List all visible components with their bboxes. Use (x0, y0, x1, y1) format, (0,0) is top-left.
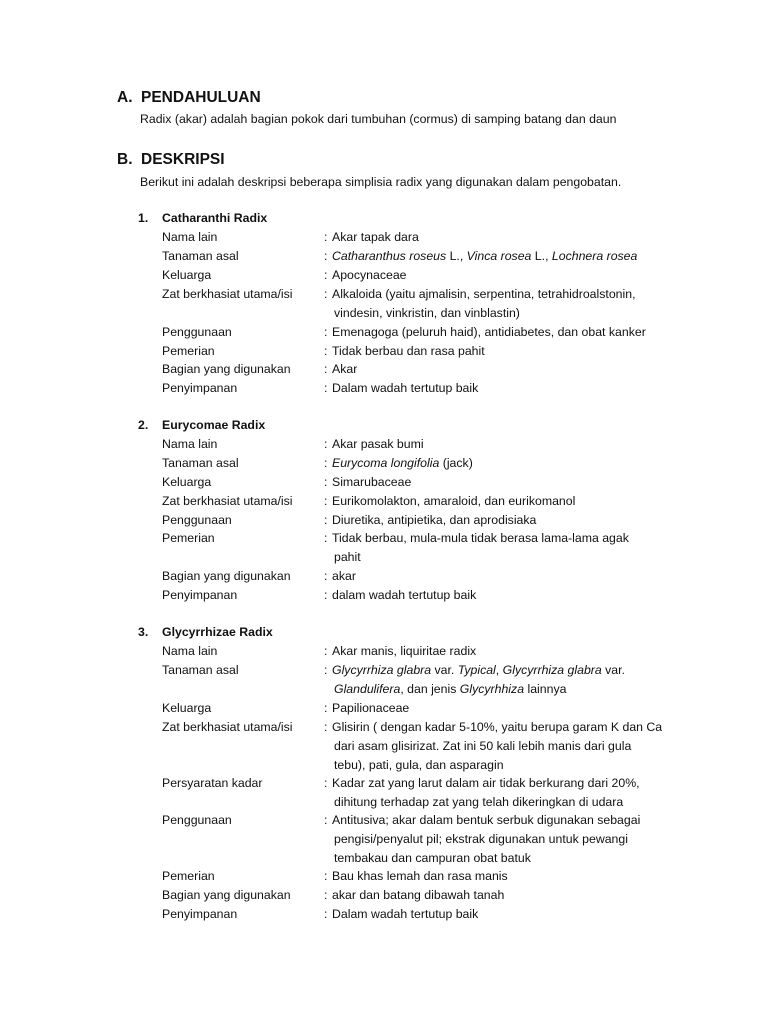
value-text: , (495, 663, 503, 677)
field-label: Penggunaan (162, 513, 232, 527)
value-text: dalam wadah tertutup baik (332, 588, 477, 602)
value-text: Tidak berbau dan rasa pahit (332, 344, 485, 358)
field-value-line (324, 811, 694, 830)
field-label: Nama lain (162, 644, 218, 658)
field-label: Penyimpanan (162, 381, 238, 395)
value-text: Bau khas lemah dan rasa manis (332, 869, 508, 883)
value-text: lainnya (524, 681, 567, 696)
item-number: 1. (138, 211, 149, 225)
field-value-line (324, 379, 694, 398)
field-value-line (324, 266, 694, 285)
scientific-name: Vinca rosea (466, 249, 532, 263)
scientific-name: Typical (457, 663, 496, 677)
field-label: Pemerian (162, 344, 215, 358)
field-value (324, 323, 694, 342)
item-name: Catharanthi Radix (162, 211, 268, 225)
field-label: Keluarga (162, 701, 212, 715)
field-value-line (324, 756, 694, 775)
value-text: tebu), pati, gula, dan asparagin (334, 757, 504, 772)
field-colon: : (324, 287, 328, 301)
item-title-eurycomae (138, 417, 265, 433)
value-text: tembakau dan campuran obat batuk (334, 850, 531, 865)
field-label: Keluarga (162, 268, 212, 282)
value-text: dihitung terhadap zat yang telah dikeringkan di udara (334, 794, 624, 809)
value-text: Antitusiva; akar dalam bentuk serbuk digunakan sebagai (332, 813, 641, 827)
field-value (324, 511, 694, 530)
field-colon: : (324, 907, 328, 921)
value-text: pahit (334, 549, 361, 564)
section-title: DESKRIPSI (141, 151, 225, 168)
field-value-line (324, 473, 694, 492)
field-value-line (324, 699, 694, 718)
field-value (324, 228, 694, 247)
scientific-name: Glycyrrhiza glabra (502, 663, 602, 677)
section-title: PENDAHULUAN (141, 89, 261, 106)
field-value-line (324, 886, 694, 905)
value-text: Kadar zat yang larut dalam air tidak berkurang dari 20%, (332, 776, 640, 790)
field-value (324, 473, 694, 492)
value-text: var. (601, 663, 625, 677)
field-value-line (324, 867, 694, 886)
value-text: vindesin, vinkristin, dan vinblastin) (334, 305, 520, 320)
field-colon: : (324, 381, 328, 395)
field-label: Bagian yang digunakan (162, 569, 291, 583)
field-value-line (324, 360, 694, 379)
item-name: Glycyrrhizae Radix (162, 625, 273, 639)
value-text: Diuretika, antipietika, dan aprodisiaka (332, 513, 537, 527)
field-value-line (324, 454, 694, 473)
field-colon: : (324, 362, 328, 376)
field-value (324, 529, 694, 567)
field-value-line (324, 228, 694, 247)
section-letter: B. (117, 151, 133, 168)
field-label: Nama lain (162, 437, 218, 451)
value-text: L., (531, 249, 552, 263)
value-text: Akar (332, 362, 358, 376)
field-value (324, 285, 694, 323)
field-label: Pemerian (162, 869, 215, 883)
value-text: Dalam wadah tertutup baik (332, 381, 479, 395)
field-value (324, 567, 694, 586)
field-value (324, 492, 694, 511)
value-text: Eurikomolakton, amaraloid, dan eurikomanol (332, 494, 576, 508)
field-colon: : (324, 644, 328, 658)
field-value (324, 435, 694, 454)
value-text: Alkaloida (yaitu ajmalisin, serpentina, tetrahidroalstonin, (332, 287, 636, 301)
field-colon: : (324, 456, 328, 470)
field-value (324, 718, 694, 774)
field-colon: : (324, 437, 328, 451)
value-text: Akar pasak bumi (332, 437, 424, 451)
field-value-line (324, 529, 694, 548)
value-text: Glisirin ( dengan kadar 5-10%, yaitu berupa garam K dan Ca (332, 720, 663, 734)
field-label: Nama lain (162, 230, 218, 244)
field-value (324, 642, 694, 661)
item-number: 2. (138, 418, 149, 432)
field-value-line (324, 548, 694, 567)
item-title-catharanthi (138, 210, 267, 226)
field-value (324, 905, 694, 924)
field-colon: : (324, 475, 328, 489)
field-value-line (324, 849, 694, 868)
field-colon: : (324, 344, 328, 358)
field-colon: : (324, 230, 328, 244)
field-colon: : (324, 663, 328, 677)
field-label: Zat berkhasiat utama/isi (162, 287, 293, 301)
scientific-name: Lochnera rosea (551, 249, 638, 263)
field-colon: : (324, 325, 328, 339)
value-text: Emenagoga (peluruh haid), antidiabetes, dan obat kanker (332, 325, 646, 339)
field-value-line (324, 492, 694, 511)
section-paragraph: Berikut ini adalah deskripsi beberapa simplisia radix yang digunakan dalam pengobatan. (140, 175, 622, 189)
scientific-name: Glycyrhhiza (459, 681, 525, 696)
section-heading-deskripsi (117, 151, 225, 169)
field-value (324, 454, 694, 473)
field-label: Bagian yang digunakan (162, 362, 291, 376)
field-value-line (324, 285, 694, 304)
field-colon: : (324, 494, 328, 508)
field-label: Penyimpanan (162, 907, 238, 921)
field-value-line (324, 774, 694, 793)
item-number: 3. (138, 625, 149, 639)
value-text: akar dan batang dibawah tanah (332, 888, 505, 902)
section-heading-pendahuluan (117, 89, 261, 107)
field-value-line (324, 718, 694, 737)
field-label: Penyimpanan (162, 588, 238, 602)
field-value (324, 360, 694, 379)
field-label: Tanaman asal (162, 456, 239, 470)
value-text: Apocynaceae (332, 268, 407, 282)
scientific-name: Glycyrrhiza glabra (332, 663, 432, 677)
field-colon: : (324, 813, 328, 827)
field-label: Keluarga (162, 475, 212, 489)
value-text: var. (431, 663, 458, 677)
field-colon: : (324, 701, 328, 715)
field-colon: : (324, 888, 328, 902)
item-name: Eurycomae Radix (162, 418, 266, 432)
field-value (324, 342, 694, 361)
field-value (324, 886, 694, 905)
scientific-name: Eurycoma longifolia (332, 456, 440, 470)
field-value-line (324, 435, 694, 454)
field-colon: : (324, 588, 328, 602)
value-text: Akar manis, liquiritae radix (332, 644, 477, 658)
field-label: Bagian yang digunakan (162, 888, 291, 902)
value-text: (jack) (439, 456, 473, 470)
section-letter: A. (117, 89, 133, 106)
field-value-line (324, 247, 694, 266)
field-value-line (324, 511, 694, 530)
field-label: Penggunaan (162, 813, 232, 827)
field-label: Persyaratan kadar (162, 776, 263, 790)
field-colon: : (324, 249, 328, 263)
value-text: Papilionaceae (332, 701, 410, 715)
field-value (324, 266, 694, 285)
field-label: Zat berkhasiat utama/isi (162, 720, 293, 734)
field-value (324, 774, 694, 812)
field-label: Pemerian (162, 531, 215, 545)
value-text: pengisi/penyalut pil; ekstrak digunakan untuk pewangi (334, 831, 628, 846)
field-value-line (324, 586, 694, 605)
field-label: Tanaman asal (162, 663, 239, 677)
field-value-line (324, 905, 694, 924)
field-colon: : (324, 569, 328, 583)
field-colon: : (324, 268, 328, 282)
value-text: Simarubaceae (332, 475, 412, 489)
field-value (324, 661, 694, 699)
field-value-line (324, 567, 694, 586)
field-colon: : (324, 776, 328, 790)
field-colon: : (324, 720, 328, 734)
field-value-line (324, 830, 694, 849)
field-value (324, 867, 694, 886)
field-value-line (324, 737, 694, 756)
field-label: Zat berkhasiat utama/isi (162, 494, 293, 508)
value-text: akar (332, 569, 356, 583)
section-paragraph: Radix (akar) adalah bagian pokok dari tumbuhan (cormus) di samping batang dan daun (140, 112, 617, 126)
field-label: Tanaman asal (162, 249, 239, 263)
item-title-glycyrrhizae (138, 624, 273, 640)
value-text: Tidak berbau, mula-mula tidak berasa lama-lama agak (332, 531, 629, 545)
field-value (324, 699, 694, 718)
field-value-line (324, 642, 694, 661)
field-colon: : (324, 513, 328, 527)
field-colon: : (324, 531, 328, 545)
field-value (324, 379, 694, 398)
scientific-name: Glandulifera (334, 681, 401, 696)
value-text: dari asam glisirizat. Zat ini 50 kali lebih manis dari gula (334, 738, 632, 753)
field-value-line (324, 661, 694, 680)
field-colon: : (324, 869, 328, 883)
value-text: Akar tapak dara (332, 230, 419, 244)
value-text: , dan jenis (400, 681, 460, 696)
field-label: Penggunaan (162, 325, 232, 339)
field-value-line (324, 304, 694, 323)
value-text: L., (446, 249, 467, 263)
value-text: Dalam wadah tertutup baik (332, 907, 479, 921)
scientific-name: Catharanthus roseus (332, 249, 447, 263)
field-value (324, 811, 694, 867)
field-value (324, 247, 694, 266)
field-value (324, 586, 694, 605)
field-value-line (324, 342, 694, 361)
field-value-line (324, 323, 694, 342)
field-value-line (324, 793, 694, 812)
field-value-line (324, 680, 694, 699)
